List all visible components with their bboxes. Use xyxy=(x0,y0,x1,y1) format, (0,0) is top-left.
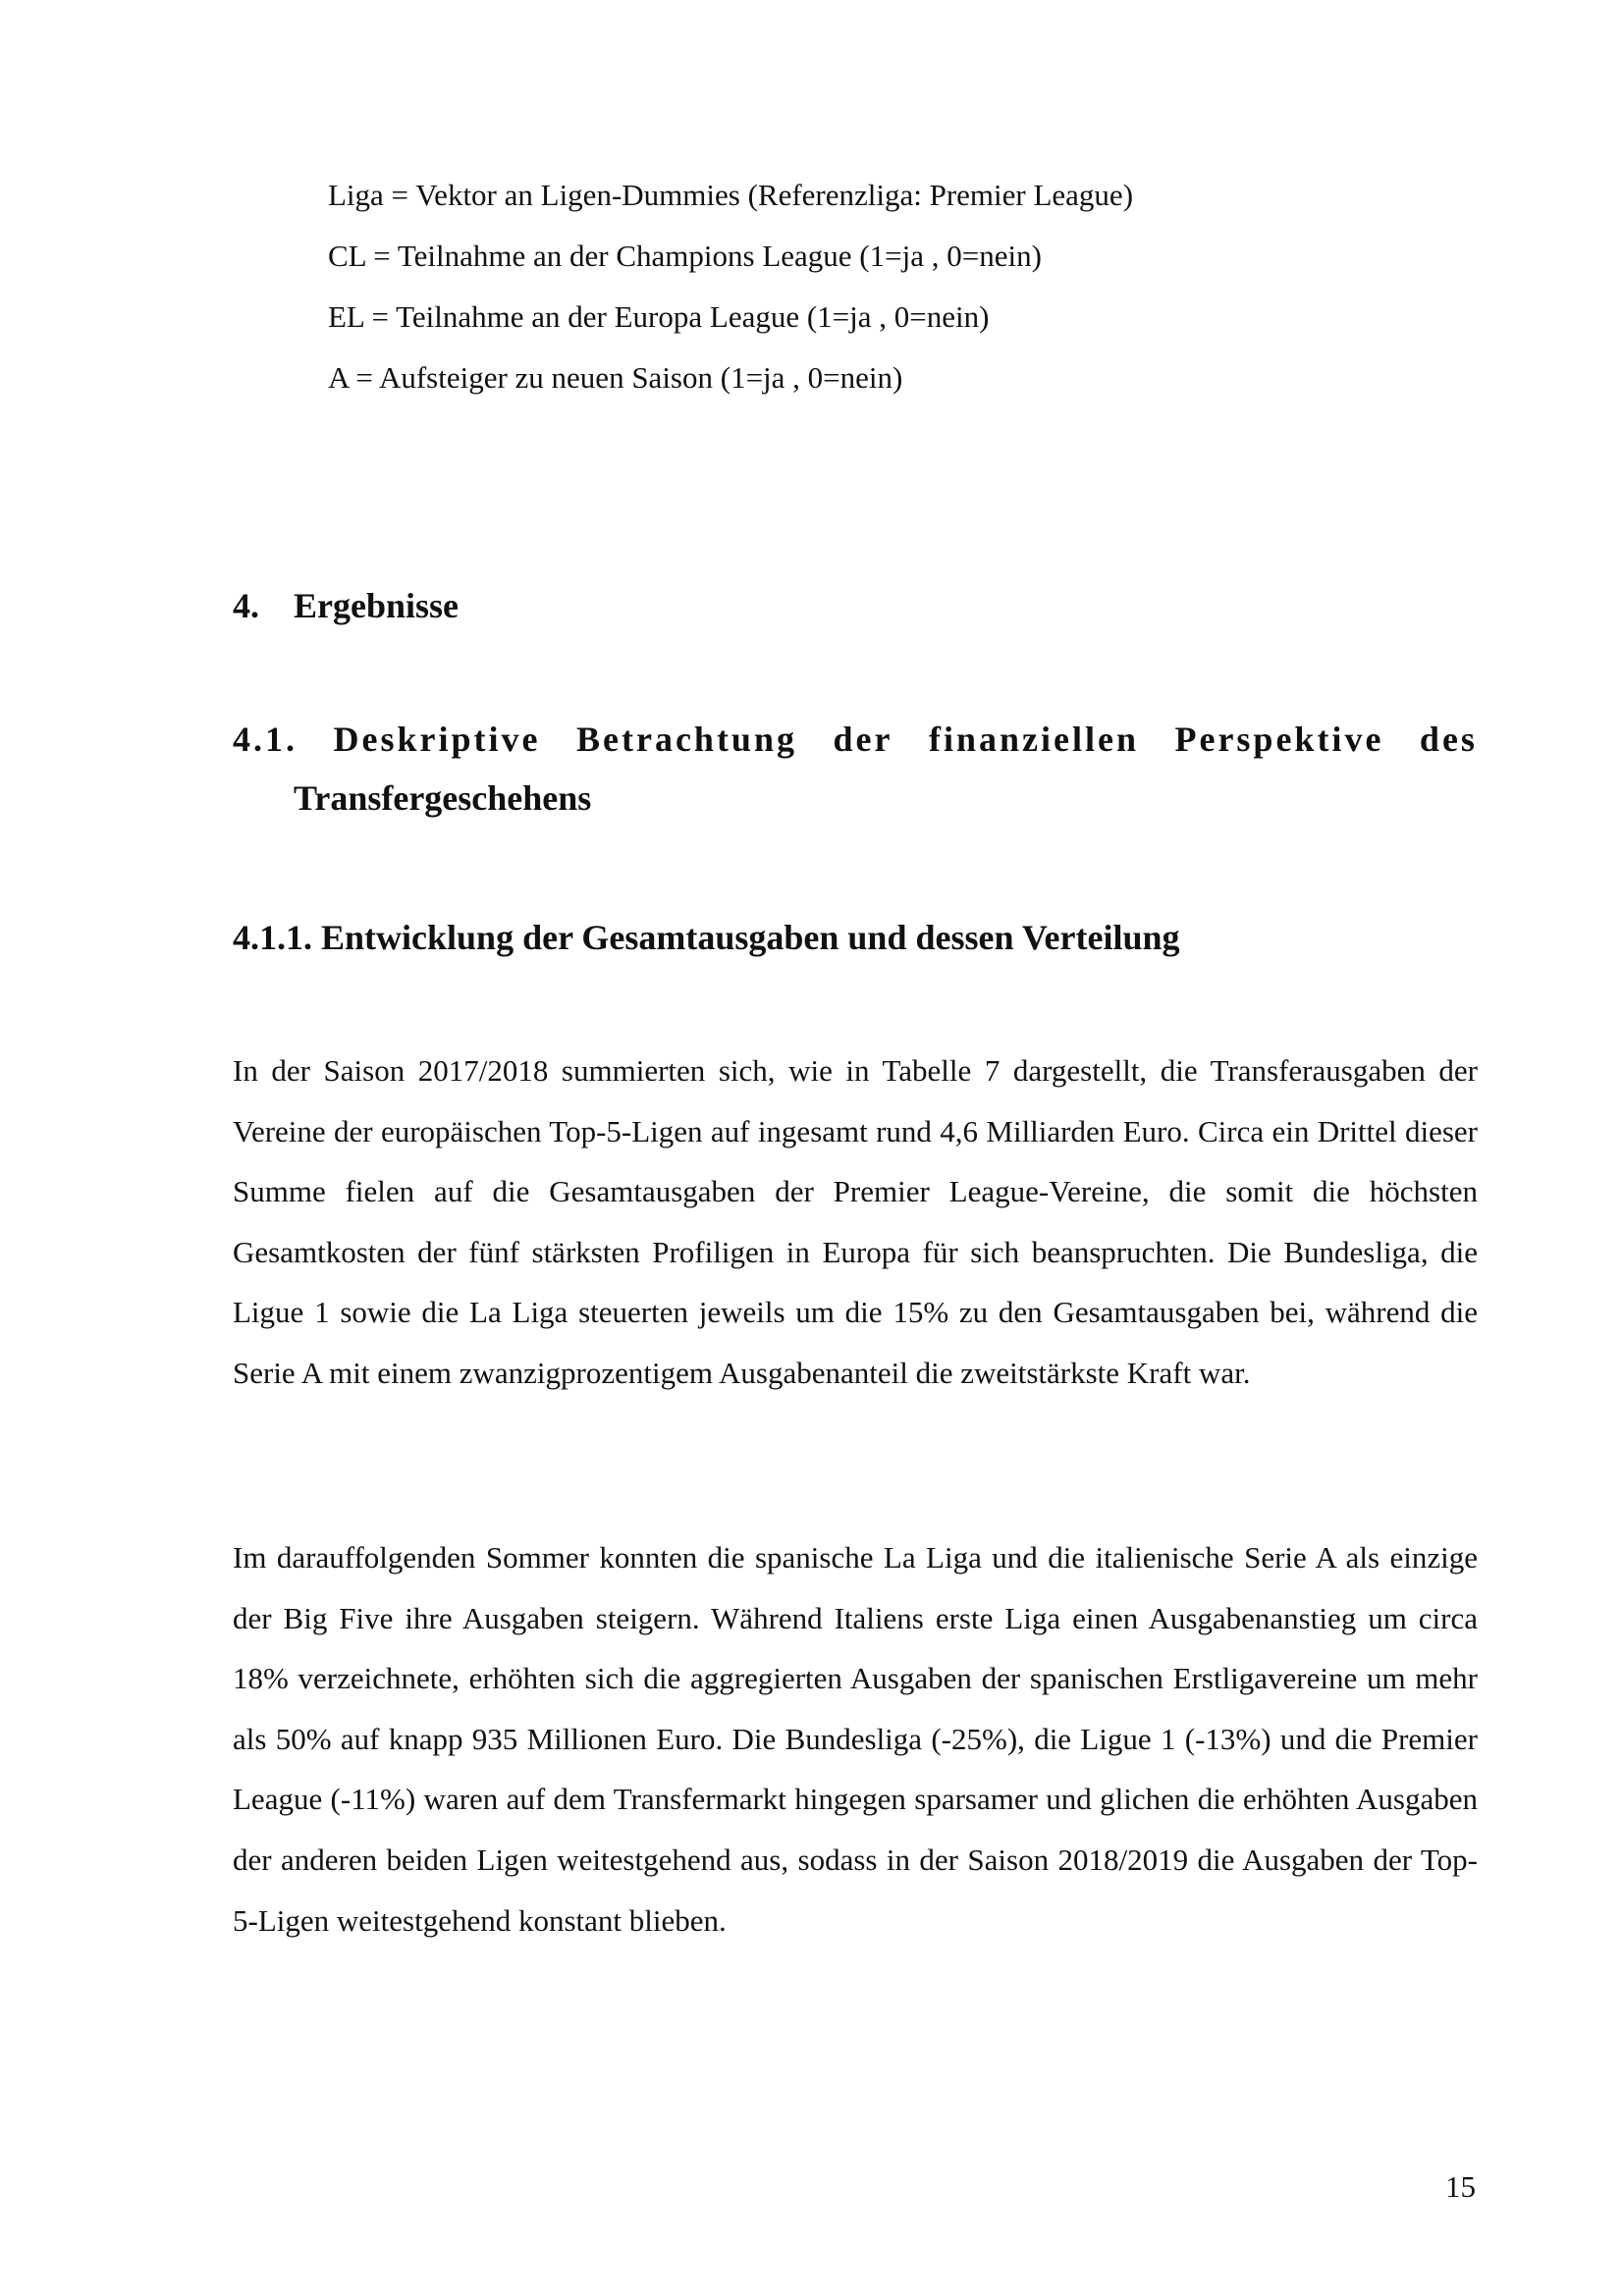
subsection-word: Betrachtung xyxy=(575,720,797,759)
page-number: 15 xyxy=(1445,2169,1476,2204)
definition-line: CL = Teilnahme an der Champions League (1=ja , 0=nein) xyxy=(328,239,1042,273)
subsection-word: der xyxy=(833,720,893,759)
section-title: Ergebnisse xyxy=(294,586,460,625)
subsubsection-heading: 4.1.1. Entwicklung der Gesamtausgaben und dessen Verteilung xyxy=(233,918,1180,957)
subsection-word: Perspektive xyxy=(1174,720,1384,759)
subsection-word: finanziellen xyxy=(928,720,1139,759)
subsection-heading-line-2: Transfergeschehens xyxy=(294,778,592,818)
subsection-heading-line-1 xyxy=(233,719,1478,760)
section-number: 4. xyxy=(233,586,259,625)
subsection-word: des xyxy=(1419,720,1478,759)
variable-definitions xyxy=(328,165,1457,408)
body-paragraph: Im darauffolgenden Sommer konnten die spanische La Liga und die italienische Serie A als einzige der Big Five ihre Ausgaben steigern. Während Italiens erste Liga einen Ausgabenanstieg um circa 18% verzeichnete, erhöhten sich die aggregierten Ausgaben der spanischen Erstligavereine um mehr als 50% auf knapp 935 Millionen Euro. Die Bundesliga (-25%), die Ligue 1 (-13%) und die Premier League (-11%) waren auf dem Transfermarkt hingegen sparsamer und glichen die erhöhten Ausgaben der anderen beiden Ligen weitestgehend aus, sodass in der Saison 2018/2019 die Ausgaben der Top-5-Ligen weitestgehend konstant blieben. xyxy=(233,1540,1478,1938)
section-heading xyxy=(233,585,459,626)
subsection-word: Deskriptive xyxy=(333,720,541,759)
subsection-heading xyxy=(233,719,1478,819)
body-paragraph: In der Saison 2017/2018 summierten sich, wie in Tabelle 7 dargestellt, die Transferausgaben der Vereine der europäischen Top-5-Ligen auf ingesamt rund 4,6 Milliarden Euro. Circa ein Drittel dieser Summe fielen auf die Gesamtausgaben der Premier League-Vereine, die somit die höchsten Gesamtkosten der fünf stärksten Profiligen in Europa für sich beanspruchten. Die Bundesliga, die Ligue 1 sowie die La Liga steuerten jeweils um die 15% zu den Gesamtausgaben bei, während die Serie A mit einem zwanzigprozentigem Ausgabenanteil die zweitstärkste Kraft war. xyxy=(233,1053,1478,1390)
definition-line: Liga = Vektor an Ligen-Dummies (Referenzliga: Premier League) xyxy=(328,178,1134,212)
subsection-number: 4.1. xyxy=(233,720,298,759)
definition-line: EL = Teilnahme an der Europa League (1=ja , 0=nein) xyxy=(328,299,990,334)
definition-line: A = Aufsteiger zu neuen Saison (1=ja , 0=nein) xyxy=(328,360,903,395)
